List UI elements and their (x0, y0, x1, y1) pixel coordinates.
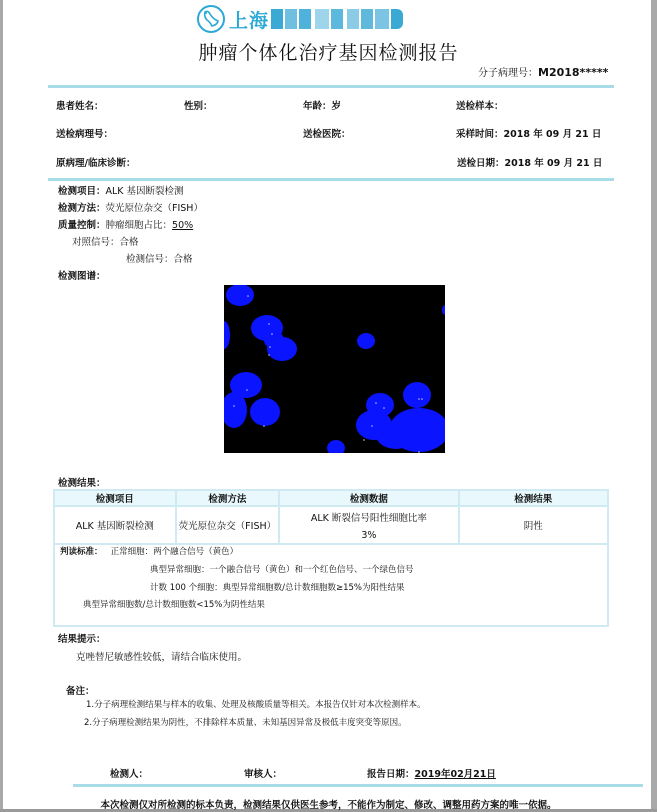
cell-data (279, 506, 458, 544)
cell-method: 荧光原位杂交（FISH） (176, 506, 280, 544)
criteria-line-4: 典型异常细胞数/总计数细胞数<15%为阴性结果 (83, 600, 265, 610)
report-title: 肿瘤个体化治疗基因检测报告 (198, 42, 459, 64)
reviewer-label: 审核人： (244, 769, 283, 780)
control-signal: 对照信号：合格 (72, 237, 139, 248)
fish-nuclei-image (224, 285, 445, 453)
hospital-label: 送检医院： (303, 129, 351, 140)
table-row (54, 506, 608, 544)
gender-label: 性别： (184, 101, 213, 112)
cell-data-line2: 3% (361, 529, 377, 541)
sampling-time: 采样时间：2018 年 09 月 21 日 (456, 129, 602, 140)
quality-control (58, 217, 193, 231)
header-cell: 检测方法 (176, 490, 280, 506)
test-method (58, 200, 203, 214)
logo-text-blurred (271, 9, 403, 29)
test-item-value: ALK 基因断裂检测 (105, 186, 184, 197)
divider (48, 85, 614, 88)
criteria-text: 正常细胞：两个融合信号（黄色） (110, 547, 239, 557)
diagnosis-label: 原病理/临床诊断： (56, 158, 136, 169)
pathology-number (478, 64, 608, 79)
scrollbar[interactable] (651, 0, 657, 812)
hint-label-text: 结果提示： (58, 634, 106, 645)
results-label-text: 检测结果： (58, 478, 106, 489)
criteria-line-2: 典型异常细胞：一个融合信号（黄色）和一个红色信号、一个绿色信号 (150, 565, 414, 575)
submission-date: 送检日期：2018 年 09 月 21 日 (457, 158, 603, 169)
criteria-line-3: 计数 100 个细胞：典型异常细胞数/总计数细胞数≥15%为阳性结果 (150, 583, 405, 593)
test-item-label: 检测项目： (58, 186, 106, 197)
test-method-label: 检测方法： (58, 203, 106, 214)
detect-signal: 检测信号：合格 (126, 254, 193, 265)
age-label: 年龄：岁 (303, 101, 342, 112)
hint-text: 克唑替尼敏感性较低，请结合临床使用。 (76, 652, 248, 663)
image-label-text: 检测图谱： (58, 271, 106, 282)
report-date-value: 2019年02月21日 (414, 769, 496, 780)
cell-data-line1: ALK 断裂信号阳性细胞比率 (310, 512, 427, 524)
pathology-id-label: 送检病理号： (56, 129, 114, 140)
header-cell: 检测结果 (459, 490, 608, 506)
pathology-number-value: M2018***** (538, 66, 609, 79)
fish-image (224, 285, 445, 453)
test-item (58, 183, 184, 197)
brand-logo (196, 2, 403, 36)
notes-label (66, 683, 95, 697)
patient-name-label: 患者姓名： (56, 101, 104, 112)
page-edge-left (0, 0, 3, 812)
criteria-label: 判读标准： (60, 547, 103, 557)
cell-item: ALK 基因断裂检测 (54, 506, 176, 544)
qc-label: 质量控制： (58, 220, 106, 231)
report-date (367, 766, 496, 780)
header-cell: 检测项目 (54, 490, 176, 506)
divider (73, 784, 643, 787)
seal-animal-logo-icon (196, 4, 226, 34)
cell-result: 阴性 (459, 506, 608, 544)
qc-value: 肿瘤细胞占比： (105, 220, 173, 231)
results-section-label (58, 475, 106, 489)
hint-label (58, 631, 106, 645)
sample-label: 送检样本： (456, 101, 504, 112)
notes-label-text: 备注： (66, 686, 95, 697)
pathology-number-label: 分子病理号： (478, 68, 538, 79)
note-item: 1.分子病理检测结果与样本的收集、处理及核酸质量等相关。本报告仅针对本次检测样本。 (86, 700, 426, 710)
divider (48, 178, 614, 181)
criteria-line-1 (60, 545, 238, 557)
note-item: 2.分子病理检测结果为阴性，不排除样本质量、未知基因异常及极低丰度突变等原因。 (84, 718, 407, 728)
disclaimer: 本次检测仅对所检测的标本负责，检测结果仅供医生参考，不能作为制定、修改、调整用药方案的唯一依据。 (100, 800, 557, 811)
test-method-value: 荧光原位杂交（FISH） (105, 203, 203, 214)
image-label (58, 268, 106, 282)
table-header-row (54, 490, 608, 506)
header-cell: 检测数据 (279, 490, 458, 506)
report-date-label: 报告日期： (367, 769, 415, 780)
logo-text: 上海 (229, 9, 270, 32)
qc-percent: 50% (172, 220, 194, 231)
tester-label: 检测人： (110, 769, 149, 780)
